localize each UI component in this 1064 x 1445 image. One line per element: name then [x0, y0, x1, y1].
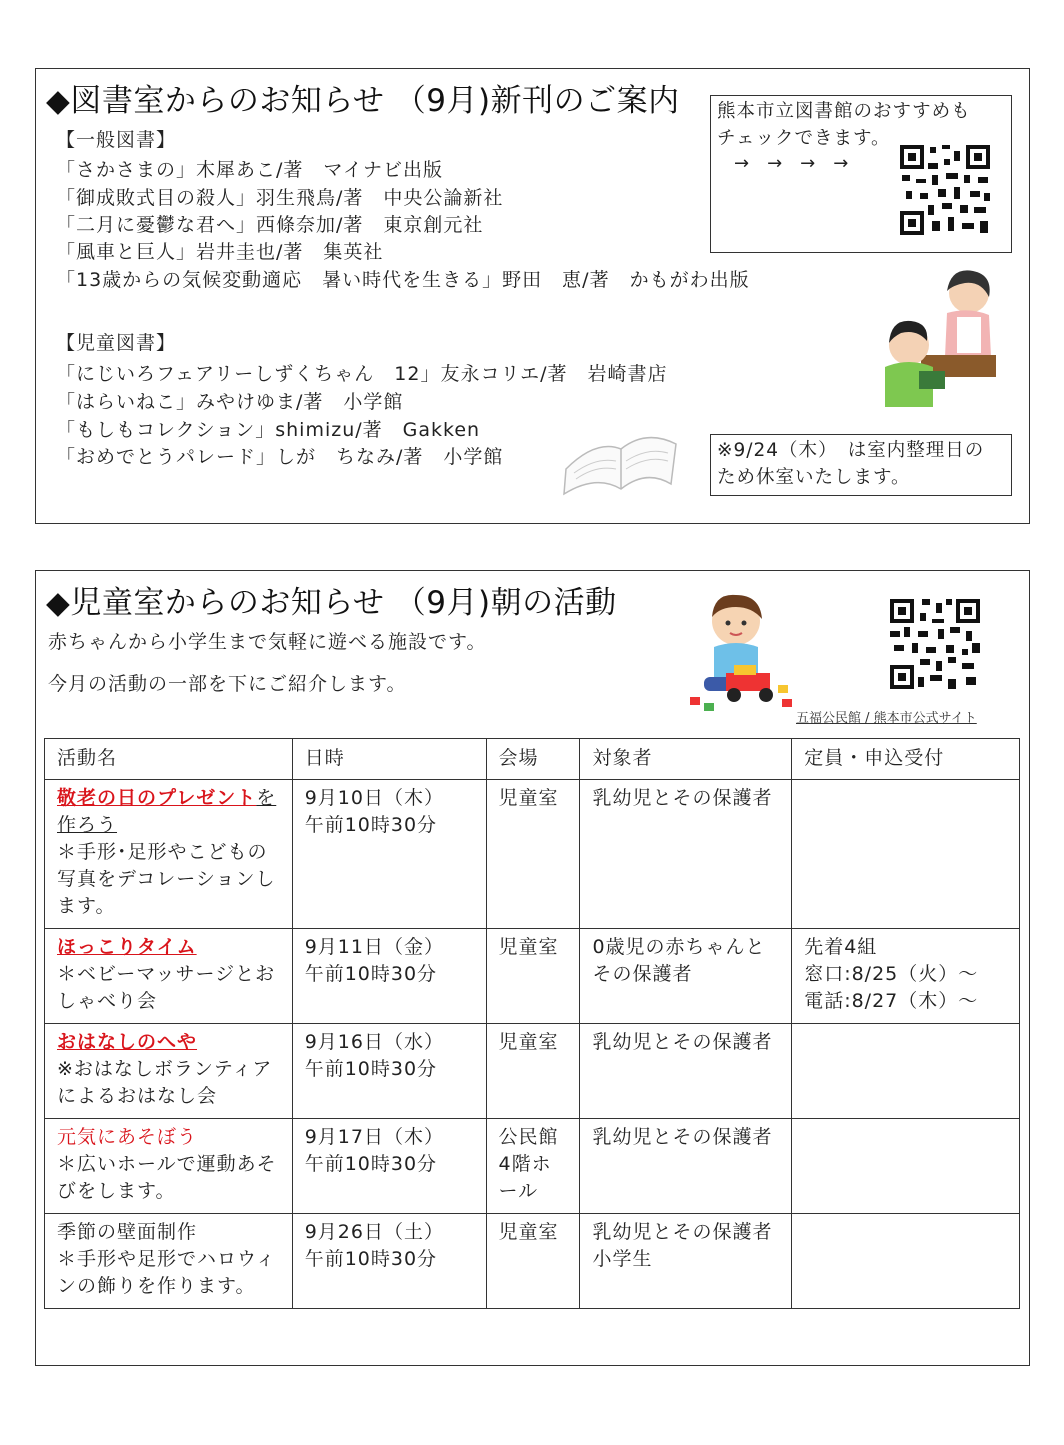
library-notice-box — [35, 68, 1030, 524]
kids-notice-box — [35, 570, 1030, 1366]
header-target: 対象者 — [580, 739, 792, 780]
venue-cell: 公民館4階ホール — [486, 1119, 580, 1214]
capacity-cell — [792, 929, 1020, 1024]
activity-desc: ＊手形や足形でハロウィンの飾りを作ります。 — [57, 1248, 276, 1297]
venue-cell: 児童室 — [486, 1024, 580, 1119]
target-cell: 乳幼児とその保護者 — [580, 780, 792, 929]
datetime-cell — [292, 1024, 486, 1119]
capacity-cell — [792, 1119, 1020, 1214]
header-capacity: 定員・申込受付 — [792, 739, 1020, 780]
activity-name-suffix: を作ろう — [57, 787, 277, 836]
activity-date: 9月17日（木） — [304, 1126, 444, 1148]
datetime-cell — [292, 780, 486, 929]
book-item: 「13歳からの気候変動適応 暑い時代を生きる」野田 恵/著 かもがわ出版 — [56, 269, 750, 291]
capacity-phone-date: 電話:8/27（木）～ — [804, 990, 979, 1012]
table-row — [45, 780, 1020, 929]
recommend-text-2: チェックできます。 — [717, 128, 891, 149]
activity-date: 9月26日（土） — [304, 1221, 444, 1243]
venue-cell: 児童室 — [486, 780, 580, 929]
activity-name: 元気にあそぼう — [57, 1126, 198, 1148]
activity-desc: ＊広いホールで運動あそびをします。 — [57, 1153, 277, 1202]
open-book-icon — [556, 409, 686, 504]
header-venue: 会場 — [486, 739, 580, 780]
library-title: ◆図書室からのお知らせ （9月)新刊のご案内 — [46, 83, 680, 119]
librarian-illustration — [881, 267, 996, 412]
activity-cell — [45, 1024, 293, 1119]
book-item: 「二月に憂鬱な君へ」西條奈加/著 東京創元社 — [56, 214, 484, 236]
capacity-counter-date: 窓口:8/25（火）～ — [804, 963, 979, 985]
activity-name: ほっこりタイム — [57, 936, 197, 958]
table-row — [45, 1024, 1020, 1119]
activity-cell — [45, 1214, 293, 1309]
kids-qr-code-icon[interactable] — [888, 597, 982, 691]
capacity-cell — [792, 1024, 1020, 1119]
activity-date: 9月16日（水） — [304, 1031, 444, 1053]
arrows-text: →→→→ — [734, 153, 867, 174]
activity-cell — [45, 780, 293, 929]
activity-name: おはなしのへや — [57, 1031, 198, 1053]
venue-cell: 児童室 — [486, 929, 580, 1024]
target-cell — [580, 1214, 792, 1309]
activity-name: 季節の壁面制作 — [57, 1221, 198, 1243]
activity-time: 午前10時30分 — [304, 1058, 438, 1080]
activity-time: 午前10時30分 — [304, 814, 438, 836]
gofuku-community-center-link[interactable]: 五福公民館 / 熊本市公式サイト — [796, 711, 977, 726]
book-item: 「風車と巨人」岩井圭也/著 集英社 — [56, 241, 384, 263]
capacity-cell — [792, 1214, 1020, 1309]
children-books-heading: 【児童図書】 — [56, 332, 177, 354]
child-playing-illustration — [686, 589, 798, 717]
datetime-cell — [292, 1119, 486, 1214]
general-books-heading: 【一般図書】 — [56, 129, 177, 151]
activity-time: 午前10時30分 — [304, 1153, 438, 1175]
target-cell: 乳幼児とその保護者 — [580, 1024, 792, 1119]
book-item: 「はらいねこ」みやけゆま/著 小学館 — [56, 391, 404, 413]
capacity-limit: 先着4組 — [804, 936, 878, 958]
recommend-text-1: 熊本市立図書館のおすすめも — [717, 101, 971, 122]
activity-desc: ＊ベビーマッサージとおしゃべり会 — [57, 963, 276, 1012]
activity-cell — [45, 1119, 293, 1214]
table-row — [45, 929, 1020, 1024]
activity-name: 敬老の日のプレゼント — [57, 787, 257, 809]
activity-date: 9月10日（木） — [304, 787, 444, 809]
kids-title: ◆児童室からのお知らせ （9月)朝の活動 — [46, 585, 617, 621]
table-header-row — [45, 739, 1020, 780]
activity-desc: ※おはなしボランティアによるおはなし会 — [57, 1058, 273, 1107]
target-cell: 0歳児の赤ちゃんとその保護者 — [580, 929, 792, 1024]
header-datetime: 日時 — [292, 739, 486, 780]
header-activity: 活動名 — [45, 739, 293, 780]
book-item: 「おめでとうパレード」しが ちなみ/著 小学館 — [56, 446, 504, 468]
book-item: 「もしもコレクション」shimizu/著 Gakken — [56, 419, 481, 441]
activity-date: 9月11日（金） — [304, 936, 444, 958]
book-item: 「にじいろフェアリーしずくちゃん 12」友永コリエ/著 岩崎書店 — [56, 363, 668, 385]
target-primary: 乳幼児とその保護者 — [592, 1221, 773, 1243]
activity-table — [44, 738, 1020, 1309]
activity-cell — [45, 929, 293, 1024]
kids-intro-2: 今月の活動の一部を下にご紹介します。 — [48, 673, 407, 695]
library-qr-code-icon[interactable] — [898, 143, 992, 237]
notice-text-1: ※9/24（木） は室内整理日の — [717, 440, 985, 461]
capacity-cell — [792, 780, 1020, 929]
notice-text-2: ため休室いたします。 — [717, 467, 911, 488]
table-row — [45, 1214, 1020, 1309]
activity-desc: ＊手形･足形やこどもの写真をデコレーションします。 — [57, 841, 276, 917]
venue-cell: 児童室 — [486, 1214, 580, 1309]
kids-intro-1: 赤ちゃんから小学生まで気軽に遊べる施設です。 — [48, 631, 487, 653]
datetime-cell — [292, 1214, 486, 1309]
closed-day-notice — [710, 434, 1012, 496]
datetime-cell — [292, 929, 486, 1024]
target-secondary: 小学生 — [592, 1248, 653, 1270]
book-item: 「さかさまの」木犀あこ/著 マイナビ出版 — [56, 159, 444, 181]
target-cell: 乳幼児とその保護者 — [580, 1119, 792, 1214]
activity-time: 午前10時30分 — [304, 963, 438, 985]
activity-time: 午前10時30分 — [304, 1248, 438, 1270]
table-row — [45, 1119, 1020, 1214]
book-item: 「御成敗式目の殺人」羽生飛鳥/著 中央公論新社 — [56, 187, 504, 209]
